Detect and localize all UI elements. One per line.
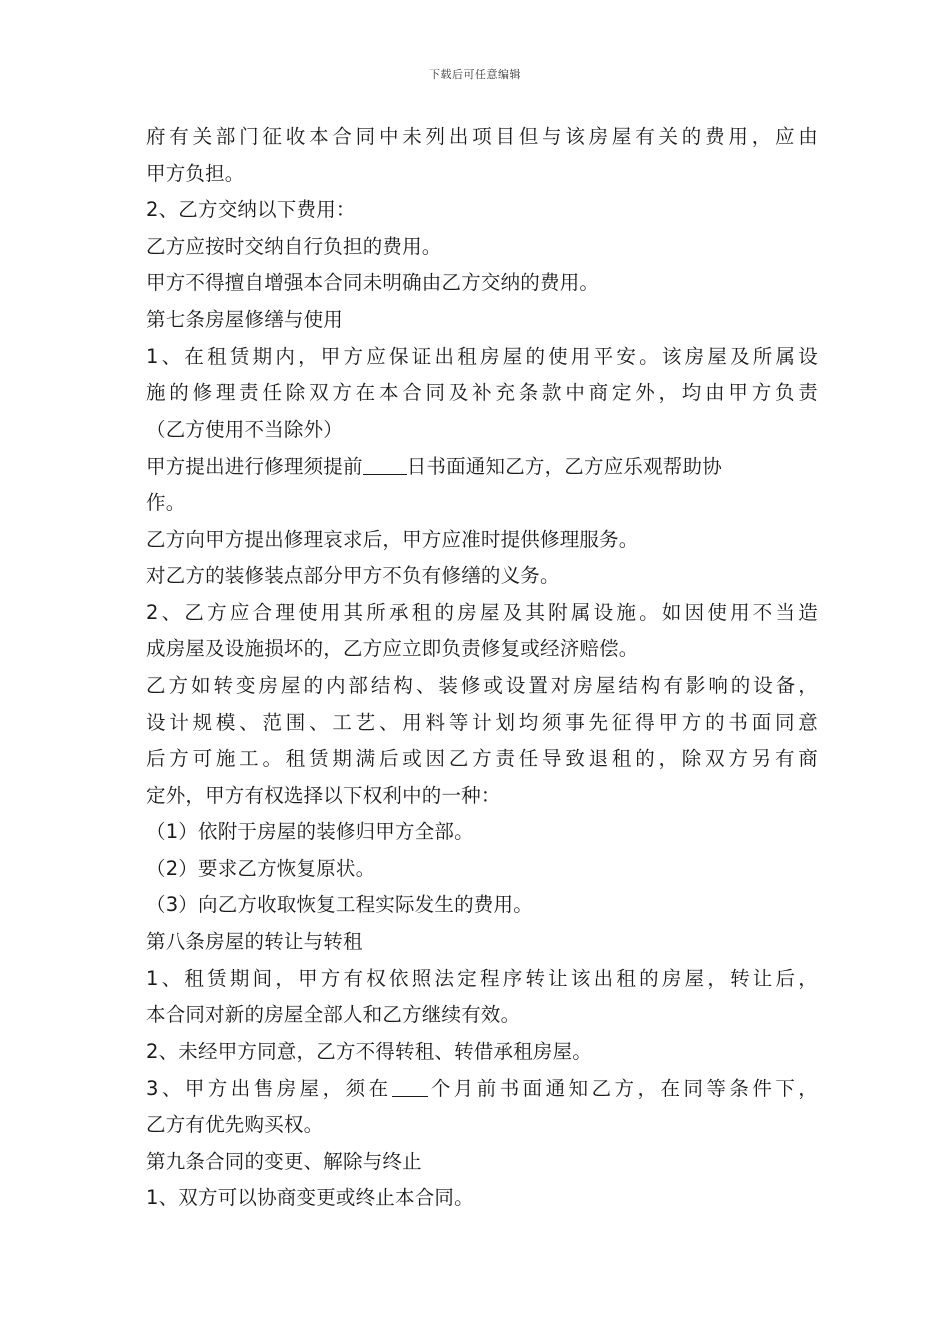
text-line: （1）依附于房屋的装修归甲方全部。 (146, 820, 474, 844)
text-line: （2）要求乙方恢复原状。 (146, 856, 376, 880)
text-line: （乙方使用不当除外） (146, 417, 344, 441)
text-line: 乙方应按时交纳自行负担的费用。 (146, 234, 442, 258)
text-line: （3）向乙方收取恢复工程实际发生的费用。 (146, 893, 533, 917)
text-line: 2、乙方交纳以下费用： (146, 198, 356, 222)
text-line: 乙方有优先购买权。 (146, 1113, 324, 1137)
text-line: 1、在租赁期内，甲方应保证出租房屋的使用平安。该房屋及所属设 (146, 344, 818, 368)
fill-in-blank (392, 1072, 428, 1097)
text-line: 作。 (146, 490, 186, 514)
text-line: 第七条房屋修缮与使用 (146, 307, 344, 331)
text-line: 后方可施工。租赁期满后或因乙方责任导致退租的，除双方另有商 (146, 747, 818, 771)
text-line: 设计规模、范围、工艺、用料等计划均须事先征得甲方的书面同意 (146, 710, 818, 734)
text-line: 本合同对新的房屋全部人和乙方继续有效。 (146, 1003, 521, 1027)
contract-body (146, 119, 818, 1217)
line-text-after-blank: 个月前书面通知乙方，在同等条件下， (427, 1077, 818, 1101)
text-line: 1、双方可以协商变更或终止本合同。 (146, 1186, 474, 1210)
line-text-after-blank: 日书面通知乙方，乙方应乐观帮助协 (406, 455, 722, 479)
text-line: 1、租赁期间，甲方有权依照法定程序转让该出租的房屋，转让后， (146, 966, 818, 990)
text-line: 成房屋及设施损坏的，乙方应立即负责修复或经济赔偿。 (146, 637, 639, 661)
text-line: 2、乙方应合理使用其所承租的房屋及其附属设施。如因使用不当造 (146, 600, 818, 624)
text-line: 施的修理责任除双方在本合同及补充条款中商定外，均由甲方负责 (146, 381, 818, 405)
text-line: 2、未经甲方同意，乙方不得转租、转借承租房屋。 (146, 1039, 593, 1063)
fill-in-blank (363, 450, 407, 475)
text-line: 府有关部门征收本合同中未列出项目但与该房屋有关的费用，应由 (146, 125, 818, 148)
page-header: 下载后可任意编辑 (429, 68, 521, 81)
text-line: 乙方如转变房屋的内部结构、装修或设置对房屋结构有影响的设备， (146, 673, 818, 697)
text-line: 对乙方的装修装点部分甲方不负有修缮的义务。 (146, 564, 560, 588)
text-line (146, 448, 818, 485)
line-text-before-blank: 3、甲方出售房屋，须在 (146, 1077, 392, 1101)
text-line: 甲方不得擅自增强本合同未明确由乙方交纳的费用。 (146, 271, 600, 295)
line-text-before-blank: 甲方提出进行修理须提前 (146, 455, 363, 479)
text-line: 甲方负担。 (146, 161, 245, 185)
text-line: 定外，甲方有权选择以下权利中的一种： (146, 783, 501, 807)
text-line (146, 1070, 818, 1107)
text-line: 乙方向甲方提出修理哀求后，甲方应准时提供修理服务。 (146, 527, 639, 551)
text-line: 第九条合同的变更、解除与终止 (146, 1149, 422, 1173)
text-line: 第八条房屋的转让与转租 (146, 930, 363, 954)
